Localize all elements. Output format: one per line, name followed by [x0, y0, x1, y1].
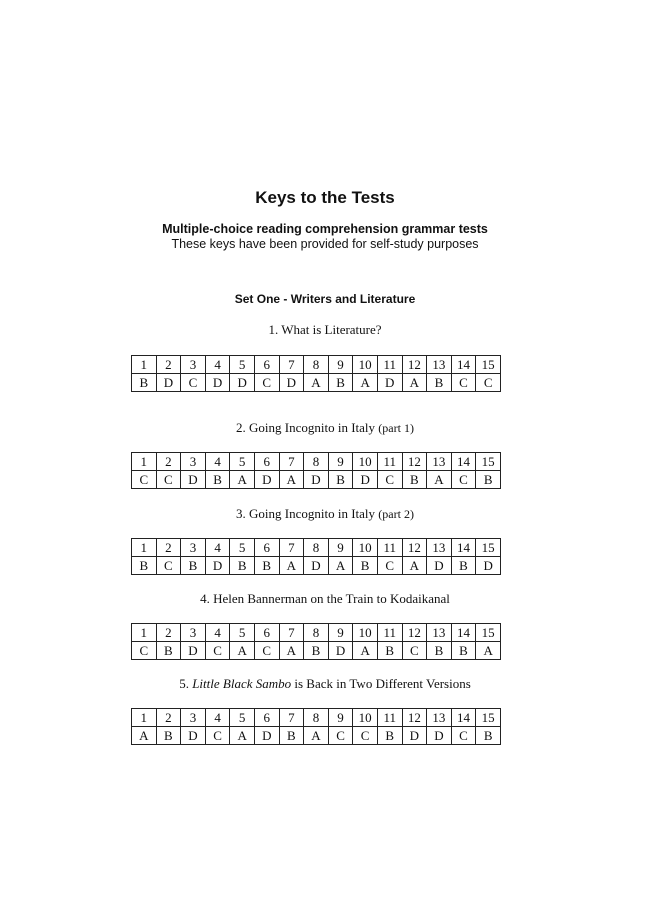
answer-cell: A — [402, 557, 427, 575]
question-number-cell: 9 — [328, 624, 353, 642]
question-number-cell: 10 — [353, 539, 378, 557]
answer-cell: D — [427, 727, 452, 745]
answer-cell: D — [304, 557, 329, 575]
test-title-number: 3. — [236, 506, 250, 521]
test-title-main: What is Literature? — [281, 322, 382, 337]
answer-cell: B — [451, 557, 476, 575]
answer-cell: C — [132, 642, 157, 660]
question-number-cell: 12 — [402, 539, 427, 557]
answer-cell: B — [427, 642, 452, 660]
answer-cell: D — [181, 642, 206, 660]
question-number-cell: 2 — [156, 539, 181, 557]
question-number-cell: 3 — [181, 624, 206, 642]
answer-cell: B — [377, 642, 402, 660]
question-number-cell: 5 — [230, 624, 255, 642]
answer-row — [132, 642, 501, 660]
question-number-cell: 13 — [427, 453, 452, 471]
question-number-cell: 10 — [353, 709, 378, 727]
question-number-cell: 5 — [230, 453, 255, 471]
question-number-cell: 5 — [230, 709, 255, 727]
answer-cell: D — [476, 557, 501, 575]
answer-cell: D — [402, 727, 427, 745]
answer-cell: A — [132, 727, 157, 745]
answer-cell: D — [254, 471, 279, 489]
test-title-number: 2. — [236, 420, 250, 435]
set-heading: Set One - Writers and Literature — [234, 292, 416, 306]
question-number-cell: 2 — [156, 709, 181, 727]
question-number-cell: 6 — [254, 539, 279, 557]
question-number-cell: 4 — [205, 709, 230, 727]
question-number-cell: 15 — [476, 453, 501, 471]
question-number-cell: 1 — [132, 356, 157, 374]
answer-cell: C — [181, 374, 206, 392]
test-title-number: 4. — [200, 591, 214, 606]
question-number-cell: 14 — [451, 539, 476, 557]
page-title: Keys to the Tests — [255, 188, 395, 207]
test-title-3 — [0, 506, 650, 522]
question-number-cell: 1 — [132, 453, 157, 471]
answer-cell: A — [279, 557, 304, 575]
question-number-cell: 6 — [254, 453, 279, 471]
answer-cell: C — [377, 471, 402, 489]
question-number-cell: 3 — [181, 453, 206, 471]
answer-cell: B — [304, 642, 329, 660]
answer-cell: A — [230, 642, 255, 660]
answer-cell: A — [304, 727, 329, 745]
answer-cell: B — [353, 557, 378, 575]
question-number-cell: 6 — [254, 356, 279, 374]
answer-cell: B — [427, 374, 452, 392]
test-title-4 — [0, 591, 650, 607]
question-number-row — [132, 709, 501, 727]
answer-cell: D — [181, 727, 206, 745]
answer-key-table-5 — [131, 708, 501, 745]
question-number-cell: 3 — [181, 356, 206, 374]
question-number-cell: 4 — [205, 624, 230, 642]
answer-cell: A — [304, 374, 329, 392]
question-number-cell: 12 — [402, 356, 427, 374]
question-number-row — [132, 539, 501, 557]
question-number-cell: 10 — [353, 453, 378, 471]
question-number-cell: 3 — [181, 709, 206, 727]
question-number-cell: 14 — [451, 709, 476, 727]
question-number-cell: 7 — [279, 539, 304, 557]
question-number-cell: 8 — [304, 709, 329, 727]
test-title-2 — [0, 420, 650, 436]
test-title-number: 1. — [268, 322, 282, 337]
test-title-5 — [0, 676, 650, 692]
answer-cell: D — [205, 557, 230, 575]
answer-cell: C — [451, 471, 476, 489]
answer-cell: A — [427, 471, 452, 489]
question-number-cell: 11 — [377, 709, 402, 727]
test-title-main: Going Incognito in Italy — [249, 420, 376, 435]
question-number-cell: 10 — [353, 356, 378, 374]
answer-cell: D — [230, 374, 255, 392]
answer-cell: D — [181, 471, 206, 489]
answer-cell: B — [132, 557, 157, 575]
test-title-number: 5. — [179, 676, 193, 691]
answer-cell: C — [205, 727, 230, 745]
question-number-cell: 7 — [279, 453, 304, 471]
question-number-cell: 13 — [427, 709, 452, 727]
question-number-row — [132, 356, 501, 374]
question-number-cell: 15 — [476, 539, 501, 557]
test-title-part: (part 1) — [378, 421, 414, 435]
question-number-cell: 2 — [156, 453, 181, 471]
question-number-cell: 12 — [402, 624, 427, 642]
answer-cell: D — [427, 557, 452, 575]
answer-cell: C — [328, 727, 353, 745]
question-number-cell: 9 — [328, 453, 353, 471]
question-number-cell: 5 — [230, 539, 255, 557]
answer-cell: B — [476, 727, 501, 745]
test-title-main: is Back in Two Different Versions — [291, 676, 471, 691]
answer-cell: D — [328, 642, 353, 660]
question-number-row — [132, 624, 501, 642]
question-number-cell: 8 — [304, 453, 329, 471]
answer-cell: A — [353, 642, 378, 660]
answer-cell: C — [476, 374, 501, 392]
answer-cell: B — [451, 642, 476, 660]
question-number-cell: 3 — [181, 539, 206, 557]
answer-cell: B — [377, 727, 402, 745]
answer-key-table-4 — [131, 623, 501, 660]
answer-cell: B — [230, 557, 255, 575]
answer-cell: B — [402, 471, 427, 489]
answer-cell: A — [279, 471, 304, 489]
answer-cell: B — [156, 727, 181, 745]
answer-cell: A — [279, 642, 304, 660]
question-number-cell: 5 — [230, 356, 255, 374]
answer-cell: C — [156, 557, 181, 575]
answer-cell: C — [254, 642, 279, 660]
question-number-cell: 7 — [279, 709, 304, 727]
question-number-cell: 2 — [156, 356, 181, 374]
answer-row — [132, 557, 501, 575]
answer-cell: B — [156, 642, 181, 660]
answer-cell: B — [476, 471, 501, 489]
answer-cell: D — [254, 727, 279, 745]
answer-cell: B — [132, 374, 157, 392]
test-title-part: (part 2) — [378, 507, 414, 521]
answer-cell: A — [476, 642, 501, 660]
question-number-cell: 12 — [402, 709, 427, 727]
question-number-cell: 2 — [156, 624, 181, 642]
question-number-cell: 8 — [304, 356, 329, 374]
answer-cell: A — [328, 557, 353, 575]
question-number-cell: 11 — [377, 624, 402, 642]
answer-cell: C — [254, 374, 279, 392]
test-title-main: Going Incognito in Italy — [249, 506, 376, 521]
test-title-italic: Little Black Sambo — [192, 676, 292, 691]
question-number-cell: 9 — [328, 356, 353, 374]
answer-key-table-3 — [131, 538, 501, 575]
answer-cell: C — [205, 642, 230, 660]
page-note: These keys have been provided for self-study purposes — [171, 237, 479, 251]
question-number-cell: 14 — [451, 356, 476, 374]
question-number-cell: 4 — [205, 539, 230, 557]
answer-cell: C — [132, 471, 157, 489]
answer-row — [132, 374, 501, 392]
question-number-cell: 7 — [279, 624, 304, 642]
answer-cell: C — [451, 374, 476, 392]
question-number-cell: 9 — [328, 539, 353, 557]
answer-cell: C — [156, 471, 181, 489]
answer-cell: A — [353, 374, 378, 392]
question-number-cell: 13 — [427, 624, 452, 642]
question-number-cell: 14 — [451, 624, 476, 642]
question-number-cell: 4 — [205, 356, 230, 374]
question-number-cell: 10 — [353, 624, 378, 642]
answer-cell: B — [205, 471, 230, 489]
question-number-cell: 7 — [279, 356, 304, 374]
question-number-cell: 11 — [377, 453, 402, 471]
answer-cell: A — [230, 471, 255, 489]
question-number-cell: 15 — [476, 624, 501, 642]
answer-cell: A — [230, 727, 255, 745]
answer-cell: D — [377, 374, 402, 392]
answer-cell: A — [402, 374, 427, 392]
answer-cell: D — [304, 471, 329, 489]
answer-row — [132, 471, 501, 489]
answer-cell: C — [451, 727, 476, 745]
test-title-1 — [0, 322, 650, 338]
question-number-cell: 1 — [132, 539, 157, 557]
question-number-cell: 14 — [451, 453, 476, 471]
question-number-cell: 6 — [254, 624, 279, 642]
question-number-cell: 4 — [205, 453, 230, 471]
answer-cell: D — [279, 374, 304, 392]
answer-cell: D — [156, 374, 181, 392]
question-number-cell: 11 — [377, 539, 402, 557]
answer-row — [132, 727, 501, 745]
answer-key-table-1 — [131, 355, 501, 392]
answer-cell: B — [328, 374, 353, 392]
question-number-cell: 1 — [132, 709, 157, 727]
answer-cell: D — [205, 374, 230, 392]
question-number-row — [132, 453, 501, 471]
answer-cell: D — [353, 471, 378, 489]
answer-cell: C — [402, 642, 427, 660]
answer-cell: B — [328, 471, 353, 489]
question-number-cell: 15 — [476, 356, 501, 374]
question-number-cell: 12 — [402, 453, 427, 471]
question-number-cell: 11 — [377, 356, 402, 374]
answer-cell: B — [181, 557, 206, 575]
question-number-cell: 8 — [304, 624, 329, 642]
question-number-cell: 9 — [328, 709, 353, 727]
question-number-cell: 13 — [427, 539, 452, 557]
page-subtitle: Multiple-choice reading comprehension grammar tests — [162, 222, 488, 236]
answer-cell: B — [254, 557, 279, 575]
answer-cell: B — [279, 727, 304, 745]
answer-cell: C — [377, 557, 402, 575]
test-title-main: Helen Bannerman on the Train to Kodaikanal — [213, 591, 450, 606]
question-number-cell: 8 — [304, 539, 329, 557]
question-number-cell: 6 — [254, 709, 279, 727]
answer-cell: C — [353, 727, 378, 745]
question-number-cell: 15 — [476, 709, 501, 727]
answer-key-table-2 — [131, 452, 501, 489]
question-number-cell: 13 — [427, 356, 452, 374]
question-number-cell: 1 — [132, 624, 157, 642]
